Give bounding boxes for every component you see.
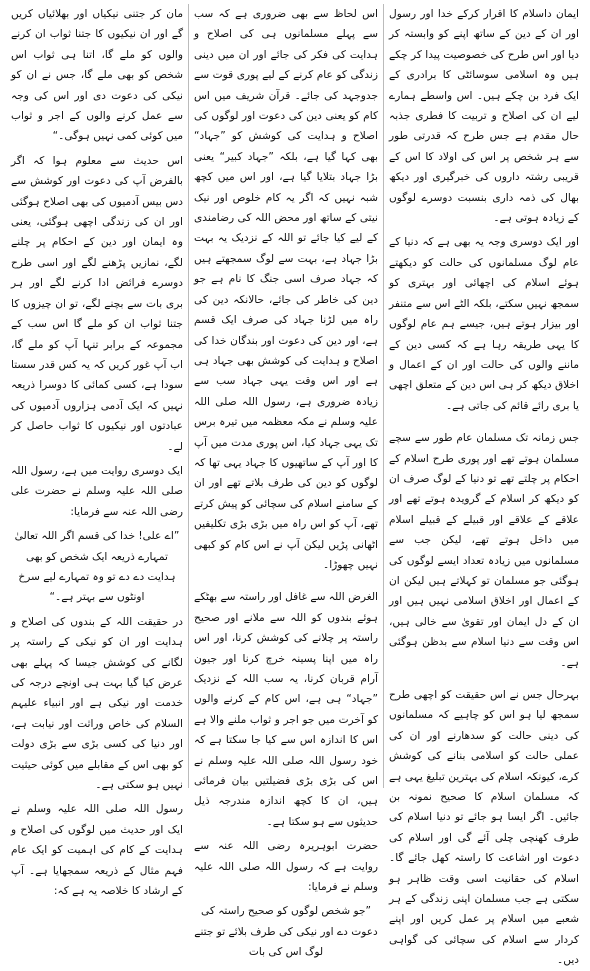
hadith-quote: ”اے علی! خدا کی قسم اگر اللہ تعالیٰ تمہارے ذریعہ ایک شخص کو بھی ہدایت دے دے تو وہ تمہارے لیے سرخ اونٹوں سے بہتر ہے۔“ [14,530,180,604]
paragraph: جس زمانہ تک مسلمان عام طور سے سچے مسلمان ہوتے تھے اور پوری طرح اسلام کے احکام پر چلتے تھے تو دنیا کے لوگ صرف ان کو دیکھ کر اسلام کے گرویدہ ہوتے تھے اور علاقے کے علاقے اور قبیلے کے قبیلے اسلام میں داخل ہوتے تھے، لیکن جب سے مسلمانوں میں زیادہ تعداد ایسے لوگوں کی ہوگئی جو مسلمان تو کہلاتے ہیں لیکن ان کے اعمال اور اخلاق اسلامی نہیں ہیں اور ان کے دل ایمان اور تقویٰ سے خالی ہیں، اس وقت سے دنیا اسلام سے بدظن ہوگئی ہے۔ [389,432,579,669]
paragraph: رسول اللہ صلی اللہ علیہ وسلم نے ایک اور حدیث میں لوگوں کی اصلاح و ہدایت کے کام کی اہمیت کو ایک عام فہم مثال کے ذریعہ سمجھایا ہے۔ آپ کے ارشاد کا خلاصہ یہ ہے کہ: [11,803,183,898]
paragraph: مان کر جتنی نیکیاں اور بھلائیاں کریں گے اور ان نیکیوں کا جتنا ثواب ان کرنے والوں کو ملے گا، اتنا ہی ثواب اس شخص کو بھی ملے گا، جس نے ان کو نیکی کی دعوت دی اور اس کی وجہ سے عمل کرنے والوں کے اجر و ثواب میں کوئی کمی نہیں ہوگی۔“ [11,8,183,143]
column-middle [188,4,384,959]
paragraph: حضرت ابوہریرہ رضی اللہ عنہ سے روایت ہے کہ رسول اللہ صلی اللہ علیہ وسلم نے فرمایا: [194,840,378,894]
hadith-quote: ”جو شخص لوگوں کو صحیح راستہ کی دعوت دے اور نیکی کی طرف بلائے تو جتنے لوگ اس کی بات [194,905,378,959]
paragraph: ایمان داسلام کا اقرار کرکے خدا اور رسول اور ان کے دین کے ساتھ اپنے کو وابستہ کر دیا اور اس طرح کی خصوصیت پیدا کر چکے ہیں وہ اسلامی سوسائٹی کا برادری کے ایک فرد بن چکے ہیں۔ اس واسطے ہمارے لیے ان کی اصلاح و تربیت کا فطری جذبہ حال مقدم ہے جس طرح کہ قدرتی طور سے ہر شخص پر اس کی اولاد کا اس کے قریبی رشتہ داروں کی خبرگیری اور دیکھ بھال کی ذمہ داری بنسبت دوسرے لوگوں کے زیادہ ہوتی ہے۔ [389,8,579,225]
paragraph: بہرحال جس نے اس حقیقت کو اچھی طرح سمجھ لیا ہو اس کو چاہیے کہ مسلمانوں کی دینی حالت کو سدھارنے اور ان کی عملی حالت کو اسلامی بنانے کی کوشش کرے، کیونکہ اسلام کی بہترین تبلیغ یہی ہے کہ مسلمان اسلام کا صحیح نمونہ بن جائیں۔ اگر ایسا ہو جائے تو دنیا اسلام کی طرف کھنچی چلی آئے گی اور اسلام کی دعوت اور اشاعت کا راستہ کھل جائے گا۔ اسلام کی حقانیت اسی وقت ظاہر ہو سکتی ہے جب مسلمان اپنی زندگی کے ہر شعبے میں اسلام پر عمل کریں اور اپنے کردار سے اسلام کی سچائی کی گواہی دیں۔ [389,689,579,967]
paragraph: اس لحاظ سے بھی ضروری ہے کہ سب سے پہلے مسلمانوں ہی کی اصلاح و ہدایت کی فکر کی جائے اور ان میں دینی زندگی کو عام کرنے کے لیے پوری قوت سے جدوجہد کی جائے۔ قرآن شریف میں اس کام کو یعنی دین کی دعوت اور لوگوں کی اصلاح و ہدایت کی کوشش کو ”جہاد“ بھی کہا گیا ہے، بلکہ ”جہاد کبیر“ یعنی بڑا جہاد بتلایا گیا ہے، اور اس میں کچھ شبہ نہیں کہ اگر یہ کام خلوص اور نیک نیتی کے ساتھ اور محض اللہ کی رضامندی کے لیے کیا جائے تو اللہ کے نزدیک یہ بہت بڑا جہاد ہے، بہت سے لوگ سمجھتے ہیں کہ جہاد صرف اسی جنگ کا نام ہے جو دین کی خاطر کی جائے، حالانکہ دین کی راہ میں لڑنا جہاد کی صرف ایک قسم ہے، اور دین کی دعوت اور بندگان خدا کی اصلاح و ہدایت کی کوشش بھی جہاد ہی ہے اور اس وقت یہی جہاد سب سے زیادہ ضروری ہے، رسول اللہ صلی اللہ علیہ وسلم نے مکہ معظمہ میں تیرہ برس تک یہی جہاد کیا، اس پوری مدت میں آپ کا اور آپ کے ساتھیوں کا جہاد یہی تھا کہ لوگوں کو دین کی طرف بلاتے تھے اور ان کے سامنے اسلام کی سچائی کو پیش کرتے تھے، آپ کو اس راہ میں بڑی بڑی تکلیفیں اٹھانی پڑیں لیکن آپ نے اس کام کو کبھی نہیں چھوڑا۔ [194,8,378,571]
paragraph: در حقیقت اللہ کے بندوں کی اصلاح و ہدایت اور ان کو نیکی کے راستہ پر لگانے کی کوشش جیسا کہ پہلے بھی عرض کیا گیا بہت ہی اونچے درجہ کی خدمت اور نیکی ہے اور انبیاء علیہم السلام کی خاص وراثت اور نیابت ہے، اور دنیا کی کسی بڑی سے بڑی دولت کو بھی اس کے مقابلے میں کوئی حیثیت نہیں ہو سکتی ہے۔ [11,615,183,792]
paragraph: الغرض اللہ سے غافل اور راستہ سے بھٹکے ہوئے بندوں کو اللہ سے ملانے اور صحیح راستہ پر چلانے کی کوشش کرنا، اور اس راہ میں اپنا پسینہ خرچ کرنا اور جیون آرام قربان کرنا، یہ سب اللہ کے نزدیک ”جہاد“ ہی ہے، اس کام کے کرنے والوں کو آخرت میں جو اجر و ثواب ملنے والا ہے اس کا اندازہ اس سے کیا جا سکتا ہے کہ خود رسول اللہ صلی اللہ علیہ وسلم نے اس کی بڑی بڑی فضیلتیں بیان فرمائی ہیں، ان کا کچھ اندازہ مندرجہ ذیل حدیثوں سے ہو سکتا ہے۔ [193,591,378,828]
column-right [384,4,584,967]
paragraph: ایک دوسری روایت میں ہے، رسول اللہ صلی اللہ علیہ وسلم نے حضرت علی رضی اللہ عنہ سے فرمایا: [11,464,183,518]
column-left [6,4,188,898]
paragraph: اس حدیث سے معلوم ہوا کہ اگر بالفرض آپ کی دعوت اور کوشش سے دس بیس آدمیوں کی بھی اصلاح ہوگئی اور ان کی زندگی اچھی ہوگئی، یعنی وہ ایمان اور دین کے احکام پر چلنے لگے، نمازیں پڑھنے لگے اور اسی طرح دوسرے فرائض ادا کرنے لگے اور ہر بری بات سے بچنے لگے، تو ان چیزوں کا جتنا ثواب ان کو ملے گا اس سب کے مجموعہ کے برابر تنہا آپ کو ملے گا، اب آپ غور کریں کہ یہ کس قدر سستا سودا ہے، کسی کمائی کا دوسرا ذریعہ نہیں کہ ایک آدمی ہزاروں آدمیوں کی عبادتوں اور نیکیوں کا ثواب حاصل کر لے۔ [11,154,183,453]
paragraph: اور ایک دوسری وجہ یہ بھی ہے کہ دنیا کے عام لوگ مسلمانوں کی حالت کو دیکھتے ہوئے اسلام کی اچھائی اور بہتری کو سمجھ نہیں سکتے، بلکہ الٹے اس سے متنفر اور بیزار ہوتے ہیں، جیسے ہم عام لوگوں کا یہی طریقہ رہا ہے کہ کسی دین کے ماننے والوں کی حالت اور ان کے اعمال و اخلاق دیکھ کر ہی اس دین کے متعلق اچھی یا بری رائے قائم کی جاتی ہے۔ [389,236,579,412]
text-columns [6,4,584,967]
